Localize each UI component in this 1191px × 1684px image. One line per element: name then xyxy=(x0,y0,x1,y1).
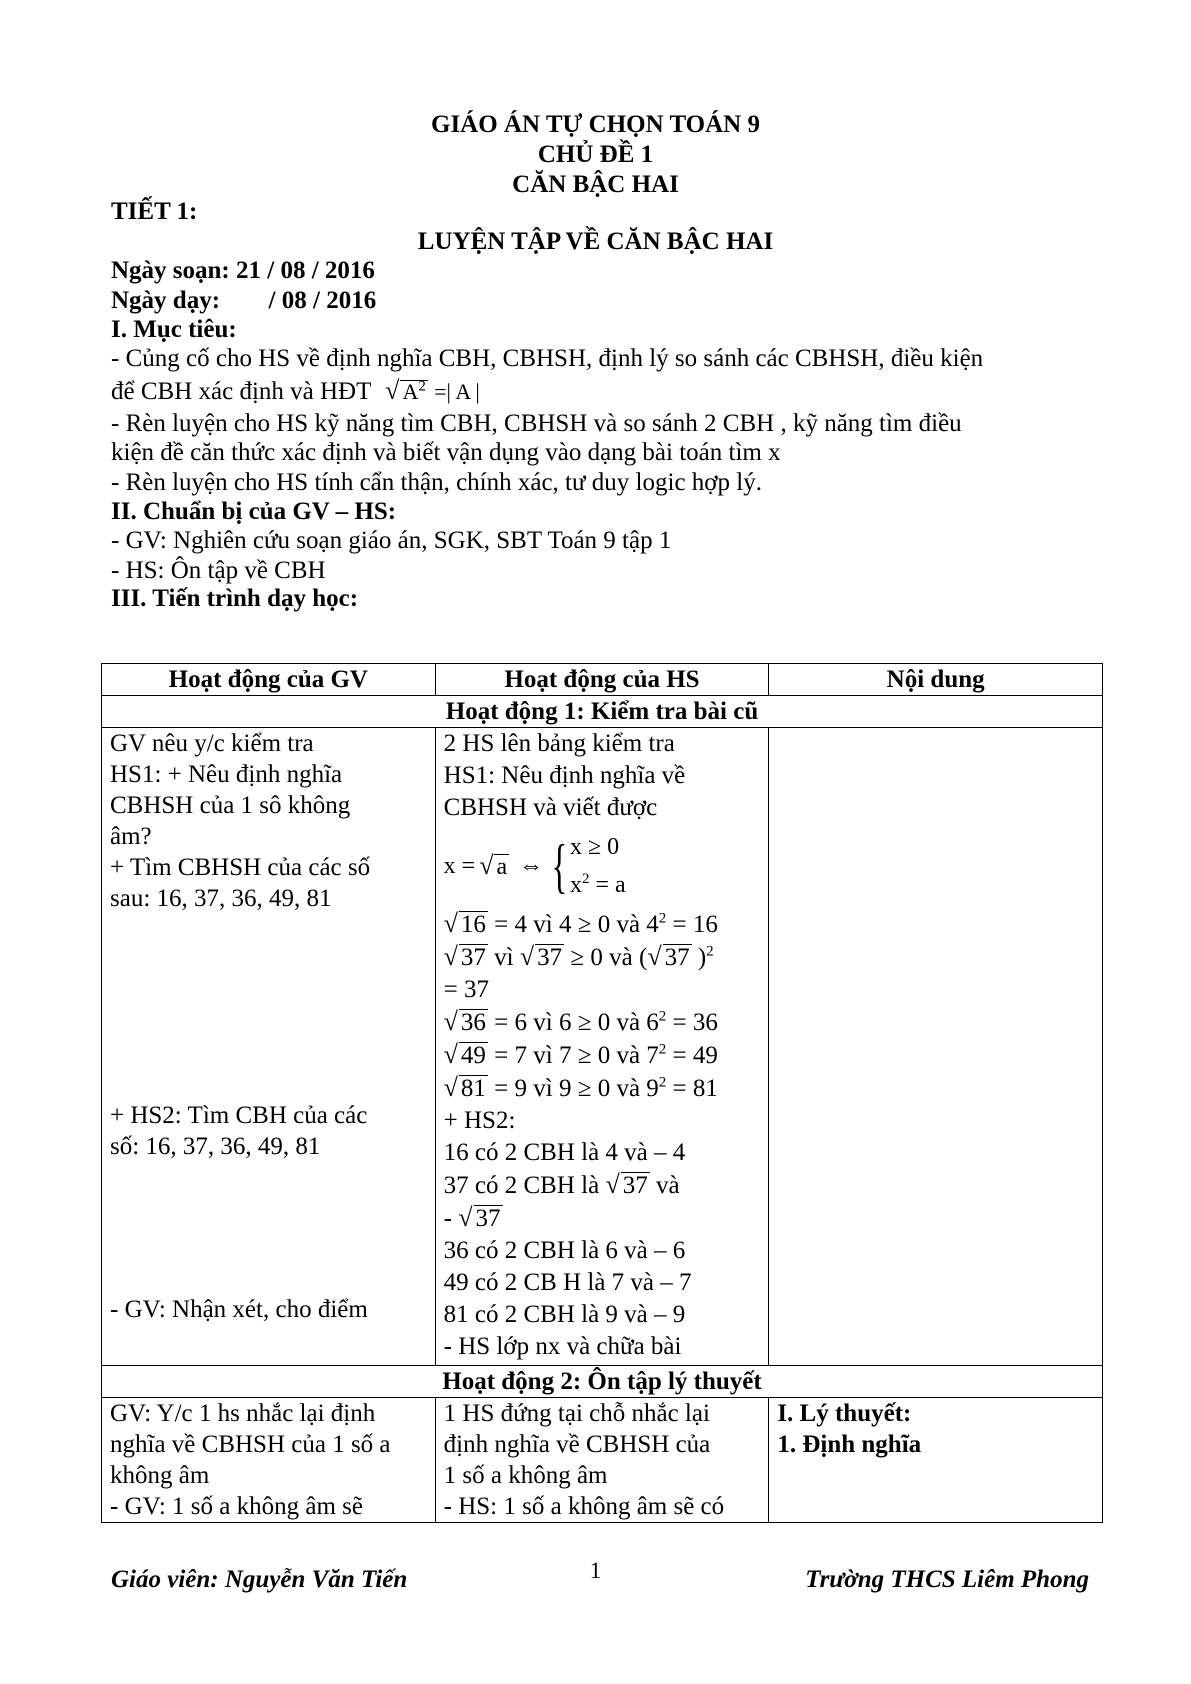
col-header-content: Nội dung xyxy=(769,664,1103,696)
date-taught-label: Ngày dạy: xyxy=(111,287,221,314)
condition-2 xyxy=(570,866,626,904)
brace-symbol: { xyxy=(551,833,568,899)
hs-line: √ 49 = 7 vì 7 ≥ 0 và $7^2 = 49$ xyxy=(443,1040,718,1069)
radicand: 37 xyxy=(537,944,563,971)
objective-text: để CBH xác định và HĐT xyxy=(111,378,371,405)
hs-line: - √ 37 xyxy=(443,1203,501,1232)
page-number: 1 xyxy=(589,1558,602,1583)
radicand: 37 xyxy=(622,1172,648,1199)
gv-line: không âm xyxy=(110,1462,210,1489)
activity1-title: Hoạt động 1: Kiểm tra bài cũ xyxy=(102,696,1103,728)
hs-text: = 9 vì 9 ≥ 0 và 9 xyxy=(494,1075,659,1102)
lesson-table xyxy=(101,663,1103,1523)
activity-row xyxy=(102,1366,1103,1398)
hs-line: 1 số a không âm xyxy=(443,1462,608,1489)
hs-text: = 81 xyxy=(672,1075,718,1102)
objective-line: - Củng cố cho HS về định nghĩa CBH, CBHSH, định lý so sánh các CBHSH, điều kiện xyxy=(111,345,984,372)
hs-text: = 36 xyxy=(672,1009,718,1036)
hs-line: √ 16 = 4 vì 4 ≥ 0 và $4^2 = 16$ xyxy=(443,909,718,938)
cond2-rest: = a xyxy=(595,872,626,898)
hs-text: ) xyxy=(697,944,707,971)
hs-line: √ 36 = 6 vì 6 ≥ 0 và $6^2 = 36$ xyxy=(443,1007,718,1036)
gv-line: âm? xyxy=(110,823,152,850)
lesson-number: TIẾT 1: xyxy=(111,198,198,225)
sqrt-formula: √ $A^2$ xyxy=(385,376,426,405)
hs-line: √ 37 vì √ 37 ≥ 0 và (√ 37 )$^2$ xyxy=(443,942,714,971)
date-taught xyxy=(111,287,376,315)
gv-line: số: 16, 37, 36, 49, 81 xyxy=(110,1133,321,1160)
gv-line: sau: 16, 37, 36, 49, 81 xyxy=(110,885,332,912)
gv-line: nghĩa về CBHSH của 1 số a xyxy=(110,1431,391,1458)
exponent: 2 xyxy=(706,943,714,960)
hs-line: 49 có 2 CB H là 7 và – 7 xyxy=(443,1269,692,1296)
condition-1: x ≥ 0 xyxy=(569,834,620,860)
hs-text: = 6 vì 6 ≥ 0 và 6 xyxy=(494,1009,659,1036)
activity2-title: Hoạt động 2: Ôn tập lý thuyết xyxy=(102,1366,1103,1398)
exponent: 2 xyxy=(581,871,590,887)
table-row xyxy=(102,728,1103,1366)
hs-line: 81 có 2 CBH là 9 và – 9 xyxy=(443,1301,686,1328)
hs-line: HS1: Nêu định nghĩa về xyxy=(443,762,686,789)
hs-line: 1 HS đứng tại chỗ nhắc lại xyxy=(443,1400,710,1427)
formula-rest: =| A | xyxy=(434,379,480,404)
hs-cell xyxy=(435,728,769,1366)
hs-line: = 37 xyxy=(443,976,489,1003)
radicand: 37 xyxy=(664,944,690,971)
hs-line: - HS: 1 số a không âm sẽ có xyxy=(443,1493,725,1520)
gv-line: CBHSH của 1 sô không xyxy=(110,792,351,819)
topic-title: CHỦ ĐỀ 1 xyxy=(537,141,654,168)
date-taught-value: / 08 / 2016 xyxy=(268,287,377,314)
objective-line: - Rèn luyện cho HS kỹ năng tìm CBH, CBHSH và so sánh 2 CBH , kỹ năng tìm điều xyxy=(111,410,962,437)
table-row xyxy=(102,1398,1103,1523)
preparation-heading: II. Chuẩn bị của GV – HS: xyxy=(111,498,397,525)
footer-school: Trường THCS Liêm Phong xyxy=(805,1566,1089,1593)
hs-text: 37 có 2 CBH là xyxy=(443,1172,600,1199)
gv-line: - GV: Nhận xét, cho điểm xyxy=(110,1296,368,1323)
activity-row xyxy=(102,696,1103,728)
hs-line: + HS2: xyxy=(443,1107,516,1134)
gv-line: GV nêu y/c kiểm tra xyxy=(110,730,314,757)
hs-line: CBHSH và viết được xyxy=(443,794,658,821)
gv-line: + HS2: Tìm CBH của các xyxy=(110,1102,368,1129)
radicand: 36 xyxy=(460,1009,486,1036)
hs-line: 16 có 2 CBH là 4 và – 4 xyxy=(443,1139,686,1166)
table-header-row xyxy=(102,664,1103,696)
formula-lhs: x = xyxy=(443,853,476,879)
topic-name: CĂN BẬC HAI xyxy=(512,171,679,198)
procedure-heading: III. Tiến trình dạy học: xyxy=(111,585,359,612)
content-heading: I. Lý thuyết: xyxy=(777,1400,912,1427)
hs-line: định nghĩa về CBHSH của xyxy=(443,1431,711,1458)
radicand: a xyxy=(496,853,508,880)
hs-cell xyxy=(435,1398,769,1523)
preparation-line: - GV: Nghiên cứu soạn giáo án, SGK, SBT Toán 9 tập 1 xyxy=(111,527,672,554)
footer-teacher: Giáo viên: Nguyễn Văn Tiến xyxy=(111,1566,408,1593)
radicand: A xyxy=(402,379,419,404)
hs-line: √ 81 = 9 vì 9 ≥ 0 và $9^2 = 81$ xyxy=(443,1073,718,1102)
hs-text: = 4 vì 4 ≥ 0 và 4 xyxy=(494,911,659,938)
radicand: 81 xyxy=(460,1075,486,1102)
hs-text: = 49 xyxy=(672,1042,718,1069)
gv-cell xyxy=(102,1398,436,1523)
hs-line: 37 có 2 CBH là √ 37 và xyxy=(443,1170,680,1199)
exponent: 2 xyxy=(658,910,667,927)
hs-line: 2 HS lên bảng kiểm tra xyxy=(443,730,675,757)
radicand: 16 xyxy=(460,911,486,938)
radicand: 37 xyxy=(460,944,486,971)
objective-line xyxy=(111,376,480,406)
content-cell xyxy=(769,1398,1103,1523)
iff-symbol: ⇔ xyxy=(519,853,544,879)
doc-title: GIÁO ÁN TỰ CHỌN TOÁN 9 xyxy=(431,111,760,138)
gv-line: HS1: + Nêu định nghĩa xyxy=(110,761,343,788)
exponent: 2 xyxy=(658,1008,667,1025)
hs-text: ≥ 0 và ( xyxy=(570,944,648,971)
gv-line: - GV: 1 số a không âm sẽ xyxy=(110,1493,363,1520)
hs-line: 36 có 2 CBH là 6 và – 6 xyxy=(443,1237,686,1264)
objective-line: - Rèn luyện cho HS tính cẩn thận, chính xác, tư duy logic hợp lý. xyxy=(111,469,762,496)
lesson-title: LUYỆN TẬP VỀ CĂN BẬC HAI xyxy=(417,228,774,255)
col-header-gv: Hoạt động của GV xyxy=(102,664,436,696)
col-header-hs: Hoạt động của HS xyxy=(435,664,769,696)
exponent: 2 xyxy=(658,1041,667,1058)
exponent: 2 xyxy=(418,378,426,395)
objectives-heading: I. Mục tiêu: xyxy=(111,316,237,343)
sqrt-definition-formula: x = √ a ⇔ { x ≥ 0 $x^2 = a$ xyxy=(444,828,626,904)
preparation-line: - HS: Ôn tập về CBH xyxy=(111,557,326,584)
date-prepared: Ngày soạn: 21 / 08 / 2016 xyxy=(111,257,375,284)
cond2-base: x xyxy=(569,872,582,898)
hs-text: = 7 vì 7 ≥ 0 và 7 xyxy=(494,1042,659,1069)
hs-text: = 16 xyxy=(672,911,718,938)
gv-cell xyxy=(102,728,436,1366)
radicand: 49 xyxy=(460,1042,486,1069)
objective-line: kiện đề căn thức xác định và biết vận dụng vào dạng bài toán tìm x xyxy=(111,439,781,466)
hs-line: - HS lớp nx và chữa bài xyxy=(443,1333,682,1360)
hs-text: vì xyxy=(494,944,514,971)
hs-text: và xyxy=(655,1172,680,1199)
hs-text: - xyxy=(443,1205,452,1232)
gv-line: + Tìm CBHSH của các số xyxy=(110,854,371,881)
content-subheading: 1. Định nghĩa xyxy=(777,1431,922,1458)
radicand: 37 xyxy=(475,1205,501,1232)
content-cell xyxy=(769,728,1103,1366)
exponent: 2 xyxy=(658,1074,667,1091)
gv-line: GV: Y/c 1 hs nhắc lại định xyxy=(110,1400,376,1427)
